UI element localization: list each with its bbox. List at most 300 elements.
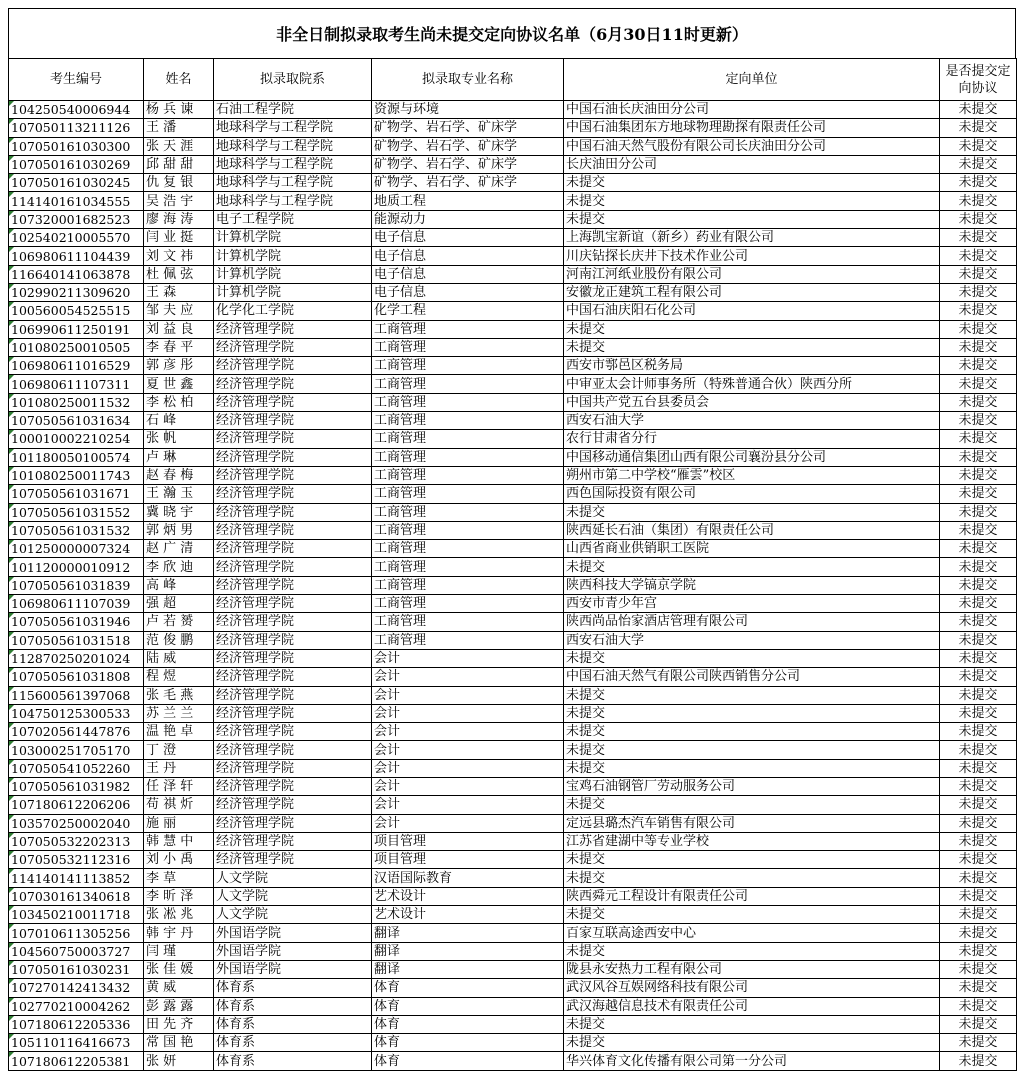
cell-status: 未提交 [940,741,1017,759]
header-name: 姓名 [144,59,214,101]
cell-dept: 体育系 [214,1052,372,1070]
cell-unit: 西安石油大学 [564,412,940,430]
cell-name: 赵 广 清 [144,540,214,558]
cell-id: 106980611016529 [9,357,144,375]
cell-major: 项目管理 [372,832,564,850]
cell-name: 李 草 [144,869,214,887]
cell-id: 101080250011743 [9,466,144,484]
cell-major: 工商管理 [372,613,564,631]
cell-id: 107050561031982 [9,777,144,795]
cell-unit: 武汉风谷互娱网络科技有限公司 [564,979,940,997]
cell-unit: 江苏省建湖中等专业学校 [564,832,940,850]
cell-status: 未提交 [940,558,1017,576]
cell-id: 107050561031808 [9,668,144,686]
table-row [9,1034,1017,1052]
cell-id: 107050161030269 [9,155,144,173]
cell-id: 107180612206206 [9,796,144,814]
cell-name: 张 天 涯 [144,137,214,155]
cell-name: 闫 业 挺 [144,229,214,247]
cell-name: 郭 彦 彤 [144,357,214,375]
cell-major: 工商管理 [372,430,564,448]
cell-dept: 体育系 [214,1015,372,1033]
cell-id: 101080250011532 [9,393,144,411]
table-row [9,302,1017,320]
cell-major: 工商管理 [372,357,564,375]
table-row [9,393,1017,411]
table-row [9,1015,1017,1033]
cell-name: 杨 兵 谏 [144,101,214,119]
table-row [9,979,1017,997]
cell-dept: 外国语学院 [214,924,372,942]
cell-status: 未提交 [940,119,1017,137]
header-status: 是否提交定向协议 [940,59,1017,101]
table-row [9,649,1017,667]
cell-id: 102990211309620 [9,283,144,301]
cell-name: 李 欣 迪 [144,558,214,576]
cell-dept: 体育系 [214,979,372,997]
cell-status: 未提交 [940,265,1017,283]
cell-status: 未提交 [940,997,1017,1015]
cell-dept: 经济管理学院 [214,412,372,430]
cell-dept: 外国语学院 [214,942,372,960]
cell-major: 工商管理 [372,540,564,558]
cell-status: 未提交 [940,1052,1017,1070]
cell-name: 吴 浩 宇 [144,192,214,210]
cell-dept: 电子工程学院 [214,210,372,228]
cell-id: 107320001682523 [9,210,144,228]
cell-unit: 中国石油集团东方地球物理勘探有限责任公司 [564,119,940,137]
cell-major: 电子信息 [372,229,564,247]
cell-status: 未提交 [940,192,1017,210]
cell-id: 104250540006944 [9,101,144,119]
cell-status: 未提交 [940,466,1017,484]
cell-name: 李 松 柏 [144,393,214,411]
cell-major: 资源与环境 [372,101,564,119]
cell-dept: 经济管理学院 [214,558,372,576]
document-title: 非全日制拟录取考生尚未提交定向协议名单（6月30日11时更新） [8,8,1016,58]
cell-unit: 未提交 [564,851,940,869]
cell-id: 100560054525515 [9,302,144,320]
cell-name: 苏 兰 兰 [144,704,214,722]
cell-id: 103450210011718 [9,906,144,924]
cell-id: 107050161030300 [9,137,144,155]
cell-dept: 经济管理学院 [214,375,372,393]
cell-unit: 西安石油大学 [564,631,940,649]
cell-major: 工商管理 [372,320,564,338]
cell-name: 王 森 [144,283,214,301]
cell-id: 106980611107039 [9,595,144,613]
cell-status: 未提交 [940,302,1017,320]
cell-dept: 经济管理学院 [214,668,372,686]
cell-name: 王 瀚 玉 [144,485,214,503]
cell-name: 邹 夫 应 [144,302,214,320]
cell-status: 未提交 [940,412,1017,430]
cell-dept: 人文学院 [214,906,372,924]
table-row [9,320,1017,338]
cell-id: 107050113211126 [9,119,144,137]
table-row [9,485,1017,503]
cell-name: 范 俊 鹏 [144,631,214,649]
cell-status: 未提交 [940,979,1017,997]
cell-dept: 经济管理学院 [214,777,372,795]
cell-unit: 陕西延长石油（集团）有限责任公司 [564,521,940,539]
cell-id: 102540210005570 [9,229,144,247]
cell-name: 田 先 齐 [144,1015,214,1033]
cell-id: 114140161034555 [9,192,144,210]
cell-unit: 百家互联高途西安中心 [564,924,940,942]
table-row [9,119,1017,137]
cell-major: 矿物学、岩石学、矿床学 [372,155,564,173]
cell-unit: 定远县璐杰汽车销售有限公司 [564,814,940,832]
table-row [9,960,1017,978]
cell-name: 李 春 平 [144,338,214,356]
cell-unit: 上海凯宝新谊（新乡）药业有限公司 [564,229,940,247]
cell-dept: 经济管理学院 [214,832,372,850]
cell-name: 张 佳 媛 [144,960,214,978]
table-row [9,942,1017,960]
cell-status: 未提交 [940,210,1017,228]
table-row [9,576,1017,594]
cell-dept: 经济管理学院 [214,686,372,704]
cell-name: 卢 琳 [144,448,214,466]
header-major: 拟录取专业名称 [372,59,564,101]
cell-unit: 未提交 [564,704,940,722]
cell-status: 未提交 [940,723,1017,741]
cell-status: 未提交 [940,595,1017,613]
cell-dept: 经济管理学院 [214,851,372,869]
table-row [9,338,1017,356]
cell-unit: 未提交 [564,192,940,210]
student-table [8,58,1017,1071]
table-row [9,1052,1017,1070]
cell-name: 杜 佩 弦 [144,265,214,283]
cell-id: 107050561031634 [9,412,144,430]
cell-status: 未提交 [940,942,1017,960]
cell-name: 冀 晓 宇 [144,503,214,521]
cell-status: 未提交 [940,796,1017,814]
cell-id: 107050561031552 [9,503,144,521]
cell-unit: 中审亚太会计师事务所（特殊普通合伙）陕西分所 [564,375,940,393]
cell-dept: 经济管理学院 [214,466,372,484]
table-row [9,174,1017,192]
cell-id: 107180612205336 [9,1015,144,1033]
table-body [9,101,1017,1071]
cell-unit: 未提交 [564,942,940,960]
cell-unit: 山西省商业供销职工医院 [564,540,940,558]
cell-dept: 经济管理学院 [214,595,372,613]
cell-major: 工商管理 [372,448,564,466]
cell-dept: 经济管理学院 [214,485,372,503]
table-row [9,247,1017,265]
header-row [9,59,1017,101]
cell-id: 107050532202313 [9,832,144,850]
cell-major: 电子信息 [372,247,564,265]
cell-unit: 陕西舜元工程设计有限责任公司 [564,887,940,905]
table-row [9,357,1017,375]
cell-dept: 经济管理学院 [214,357,372,375]
cell-major: 工商管理 [372,412,564,430]
table-row [9,155,1017,173]
cell-dept: 石油工程学院 [214,101,372,119]
cell-dept: 地球科学与工程学院 [214,137,372,155]
cell-id: 107010611305256 [9,924,144,942]
cell-major: 会计 [372,704,564,722]
table-row [9,558,1017,576]
cell-unit: 安徽龙正建筑工程有限公司 [564,283,940,301]
cell-dept: 经济管理学院 [214,613,372,631]
cell-unit: 未提交 [564,503,940,521]
cell-major: 化学工程 [372,302,564,320]
cell-status: 未提交 [940,393,1017,411]
table-row [9,375,1017,393]
cell-id: 106980611104439 [9,247,144,265]
cell-id: 101080250010505 [9,338,144,356]
table-row [9,613,1017,631]
table-row [9,210,1017,228]
cell-major: 矿物学、岩石学、矿床学 [372,119,564,137]
cell-status: 未提交 [940,338,1017,356]
cell-status: 未提交 [940,668,1017,686]
cell-name: 张 帆 [144,430,214,448]
cell-id: 101120000010912 [9,558,144,576]
cell-status: 未提交 [940,704,1017,722]
cell-id: 107030161340618 [9,887,144,905]
cell-dept: 人文学院 [214,869,372,887]
cell-dept: 外国语学院 [214,960,372,978]
cell-status: 未提交 [940,155,1017,173]
cell-id: 107270142413432 [9,979,144,997]
spreadsheet [8,8,1016,1071]
cell-id: 107050561031671 [9,485,144,503]
cell-major: 工商管理 [372,503,564,521]
cell-status: 未提交 [940,832,1017,850]
cell-dept: 体育系 [214,997,372,1015]
table-row [9,741,1017,759]
cell-status: 未提交 [940,320,1017,338]
table-row [9,229,1017,247]
cell-major: 电子信息 [372,283,564,301]
cell-major: 体育 [372,1052,564,1070]
cell-unit: 未提交 [564,906,940,924]
cell-status: 未提交 [940,540,1017,558]
cell-unit: 未提交 [564,210,940,228]
cell-status: 未提交 [940,887,1017,905]
cell-unit: 未提交 [564,869,940,887]
cell-unit: 未提交 [564,723,940,741]
table-row [9,924,1017,942]
table-row [9,796,1017,814]
table-row [9,503,1017,521]
cell-unit: 武汉海越信息技术有限责任公司 [564,997,940,1015]
table-row [9,704,1017,722]
cell-unit: 未提交 [564,796,940,814]
table-row [9,869,1017,887]
cell-name: 强 超 [144,595,214,613]
cell-major: 工商管理 [372,521,564,539]
cell-dept: 经济管理学院 [214,521,372,539]
cell-major: 艺术设计 [372,906,564,924]
cell-dept: 经济管理学院 [214,503,372,521]
cell-unit: 农行甘肃省分行 [564,430,940,448]
cell-major: 汉语国际教育 [372,869,564,887]
cell-dept: 经济管理学院 [214,759,372,777]
cell-status: 未提交 [940,777,1017,795]
cell-dept: 地球科学与工程学院 [214,155,372,173]
header-unit: 定向单位 [564,59,940,101]
cell-major: 会计 [372,814,564,832]
cell-id: 104750125300533 [9,704,144,722]
cell-dept: 经济管理学院 [214,649,372,667]
table-row [9,631,1017,649]
cell-name: 温 艳 卓 [144,723,214,741]
cell-name: 任 泽 轩 [144,777,214,795]
cell-unit: 西色国际投资有限公司 [564,485,940,503]
cell-major: 会计 [372,741,564,759]
cell-dept: 计算机学院 [214,247,372,265]
cell-id: 107050161030245 [9,174,144,192]
cell-dept: 地球科学与工程学院 [214,174,372,192]
cell-id: 104560750003727 [9,942,144,960]
cell-name: 张 妍 [144,1052,214,1070]
cell-unit: 未提交 [564,320,940,338]
cell-dept: 计算机学院 [214,265,372,283]
cell-dept: 经济管理学院 [214,723,372,741]
cell-dept: 经济管理学院 [214,320,372,338]
cell-status: 未提交 [940,375,1017,393]
cell-unit: 朔州市第二中学校“雁雲”校区 [564,466,940,484]
cell-dept: 地球科学与工程学院 [214,192,372,210]
cell-dept: 经济管理学院 [214,430,372,448]
cell-status: 未提交 [940,521,1017,539]
cell-name: 廖 海 涛 [144,210,214,228]
cell-dept: 化学化工学院 [214,302,372,320]
cell-major: 工商管理 [372,576,564,594]
cell-unit: 宝鸡石油钢管厂劳动服务公司 [564,777,940,795]
cell-unit: 未提交 [564,1034,940,1052]
cell-status: 未提交 [940,247,1017,265]
cell-status: 未提交 [940,1015,1017,1033]
cell-status: 未提交 [940,869,1017,887]
cell-id: 103570250002040 [9,814,144,832]
cell-id: 103000251705170 [9,741,144,759]
cell-dept: 经济管理学院 [214,704,372,722]
cell-name: 韩 宇 丹 [144,924,214,942]
cell-status: 未提交 [940,503,1017,521]
cell-unit: 陕西科技大学镐京学院 [564,576,940,594]
cell-name: 常 国 艳 [144,1034,214,1052]
cell-unit: 未提交 [564,558,940,576]
cell-major: 工商管理 [372,558,564,576]
cell-major: 工商管理 [372,393,564,411]
cell-id: 112870250201024 [9,649,144,667]
cell-major: 工商管理 [372,466,564,484]
cell-unit: 中国石油天然气有限公司陕西销售分公司 [564,668,940,686]
cell-name: 刘 益 良 [144,320,214,338]
table-row [9,851,1017,869]
cell-major: 工商管理 [372,338,564,356]
cell-name: 黄 威 [144,979,214,997]
cell-id: 106990611250191 [9,320,144,338]
cell-id: 107050541052260 [9,759,144,777]
cell-dept: 经济管理学院 [214,338,372,356]
cell-status: 未提交 [940,283,1017,301]
cell-unit: 未提交 [564,338,940,356]
cell-dept: 地球科学与工程学院 [214,119,372,137]
table-row [9,265,1017,283]
header-dept: 拟录取院系 [214,59,372,101]
cell-status: 未提交 [940,174,1017,192]
cell-dept: 计算机学院 [214,283,372,301]
cell-unit: 中国石油庆阳石化公司 [564,302,940,320]
cell-name: 仇 复 银 [144,174,214,192]
cell-name: 张 凇 兆 [144,906,214,924]
table-row [9,540,1017,558]
cell-status: 未提交 [940,960,1017,978]
table-row [9,521,1017,539]
table-row [9,412,1017,430]
cell-unit: 西安市青少年宫 [564,595,940,613]
cell-major: 会计 [372,796,564,814]
cell-status: 未提交 [940,430,1017,448]
cell-status: 未提交 [940,576,1017,594]
cell-major: 工商管理 [372,631,564,649]
cell-id: 102770210004262 [9,997,144,1015]
cell-major: 会计 [372,668,564,686]
cell-unit: 未提交 [564,174,940,192]
cell-name: 施 丽 [144,814,214,832]
cell-name: 丁 澄 [144,741,214,759]
cell-major: 工商管理 [372,485,564,503]
cell-unit: 长庆油田分公司 [564,155,940,173]
cell-major: 会计 [372,686,564,704]
cell-status: 未提交 [940,485,1017,503]
cell-dept: 经济管理学院 [214,540,372,558]
cell-major: 会计 [372,723,564,741]
cell-major: 会计 [372,777,564,795]
cell-status: 未提交 [940,851,1017,869]
cell-status: 未提交 [940,613,1017,631]
table-row [9,448,1017,466]
cell-status: 未提交 [940,101,1017,119]
cell-unit: 未提交 [564,759,940,777]
cell-major: 会计 [372,649,564,667]
table-row [9,283,1017,301]
cell-name: 刘 文 祎 [144,247,214,265]
cell-name: 卢 若 赟 [144,613,214,631]
cell-id: 107020561447876 [9,723,144,741]
cell-major: 翻译 [372,942,564,960]
table-row [9,686,1017,704]
cell-unit: 未提交 [564,649,940,667]
cell-dept: 计算机学院 [214,229,372,247]
cell-major: 工商管理 [372,375,564,393]
cell-status: 未提交 [940,649,1017,667]
cell-dept: 体育系 [214,1034,372,1052]
cell-unit: 陇县永安热力工程有限公司 [564,960,940,978]
cell-unit: 华兴体育文化传播有限公司第一分公司 [564,1052,940,1070]
cell-major: 体育 [372,997,564,1015]
cell-unit: 未提交 [564,1015,940,1033]
cell-id: 107050561031946 [9,613,144,631]
cell-name: 郭 炳 男 [144,521,214,539]
cell-name: 张 毛 燕 [144,686,214,704]
cell-status: 未提交 [940,448,1017,466]
table-row [9,814,1017,832]
cell-major: 体育 [372,979,564,997]
table-row [9,887,1017,905]
cell-dept: 经济管理学院 [214,576,372,594]
cell-name: 王 潘 [144,119,214,137]
